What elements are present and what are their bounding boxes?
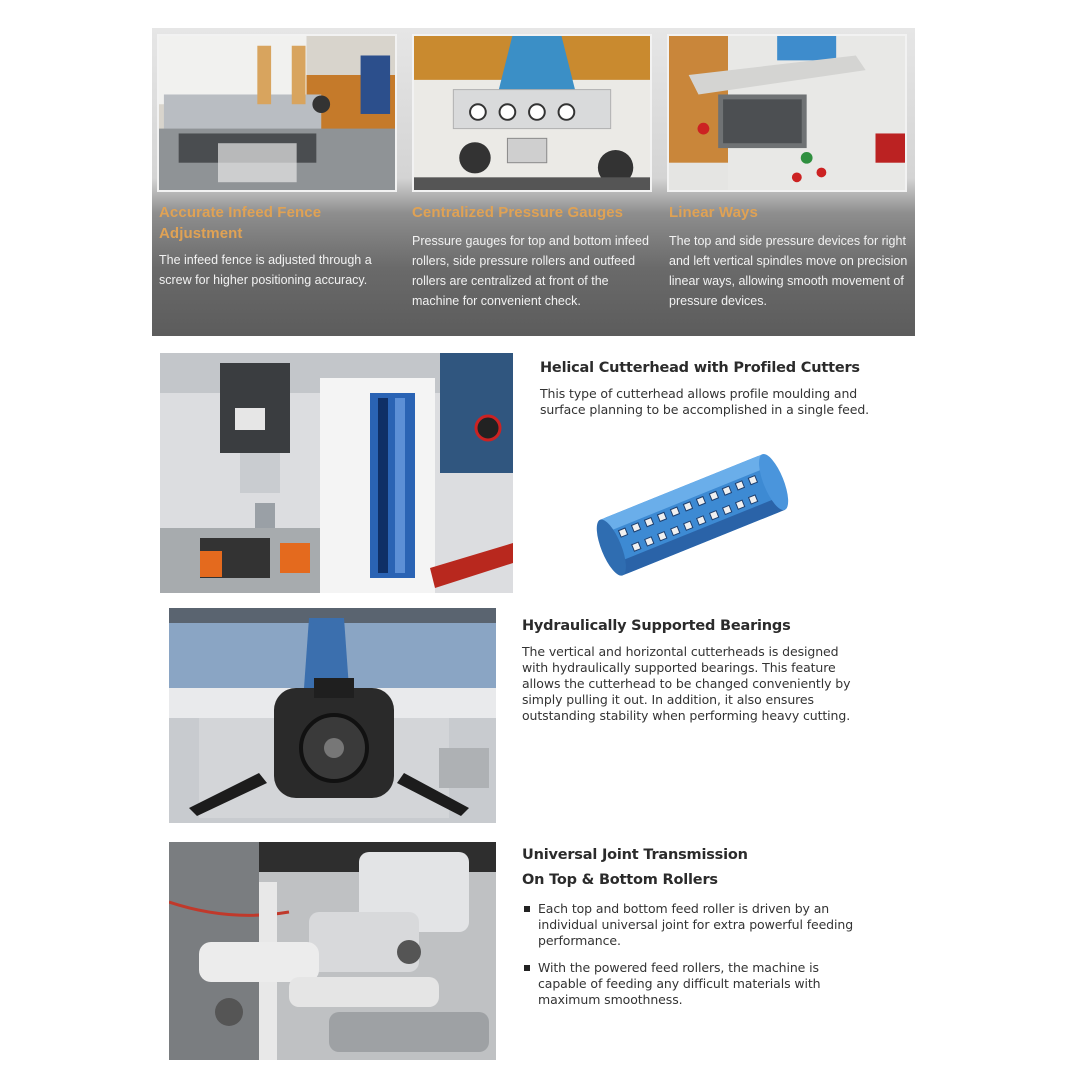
feature-text-infeed-fence: The infeed fence is adjusted through a screw for higher positioning accuracy. <box>159 253 372 287</box>
feature-banner <box>152 28 915 336</box>
transmission-bullet-1-text: Each top and bottom feed roller is driven by an individual universal joint for extra powerful feeding performance. <box>538 901 854 948</box>
transmission-bullet-2-text: With the powered feed rollers, the machine is capable of feeding any difficult materials with maximum smoothness. <box>538 960 821 1007</box>
bullet-square-icon <box>524 906 530 912</box>
feature-title-linear-ways: Linear Ways <box>669 204 758 221</box>
feature-title-infeed-fence: Accurate Infeed Fence Adjustment <box>159 204 322 242</box>
hydraulic-bearings-title: Hydraulically Supported Bearings <box>522 618 791 634</box>
cutterhead-product-image <box>590 440 795 590</box>
universal-joint-photo <box>169 842 496 1060</box>
transmission-bullet-2 <box>524 960 858 1008</box>
helical-cutterhead-title: Helical Cutterhead with Profiled Cutters <box>540 360 860 376</box>
feature-title-pressure-gauges: Centralized Pressure Gauges <box>412 204 624 221</box>
feature-text-pressure-gauges: Pressure gauges for top and bottom infeed rollers, side pressure rollers and outfeed rollers are centralized at front of the machine for convenient check. <box>412 234 649 308</box>
transmission-bullet-1 <box>524 901 858 949</box>
infeed-fence-photo <box>157 34 397 192</box>
hydraulic-bearings-photo <box>169 608 496 823</box>
universal-joint-title-line2: On Top & Bottom Rollers <box>522 872 718 888</box>
helical-cutterhead-text: This type of cutterhead allows profile moulding and surface planning to be accomplished in a single feed. <box>540 386 870 417</box>
universal-joint-title-line1: Universal Joint Transmission <box>522 847 748 863</box>
helical-cutterhead-machine-photo <box>160 353 513 593</box>
pressure-gauges-photo <box>412 34 652 192</box>
feature-text-linear-ways: The top and side pressure devices for right and left vertical spindles move on precision linear ways, allowing smooth movement of pressure devices. <box>669 234 908 308</box>
hydraulic-bearings-text: The vertical and horizontal cutterheads is designed with hydraulically supported bearings. This feature allows the cutterhead to be changed conveniently by simply pulling it out. In addition, it also ensures outstanding stability when performing heavy cutting. <box>522 644 851 723</box>
linear-ways-photo <box>667 34 907 192</box>
bullet-square-icon <box>524 965 530 971</box>
